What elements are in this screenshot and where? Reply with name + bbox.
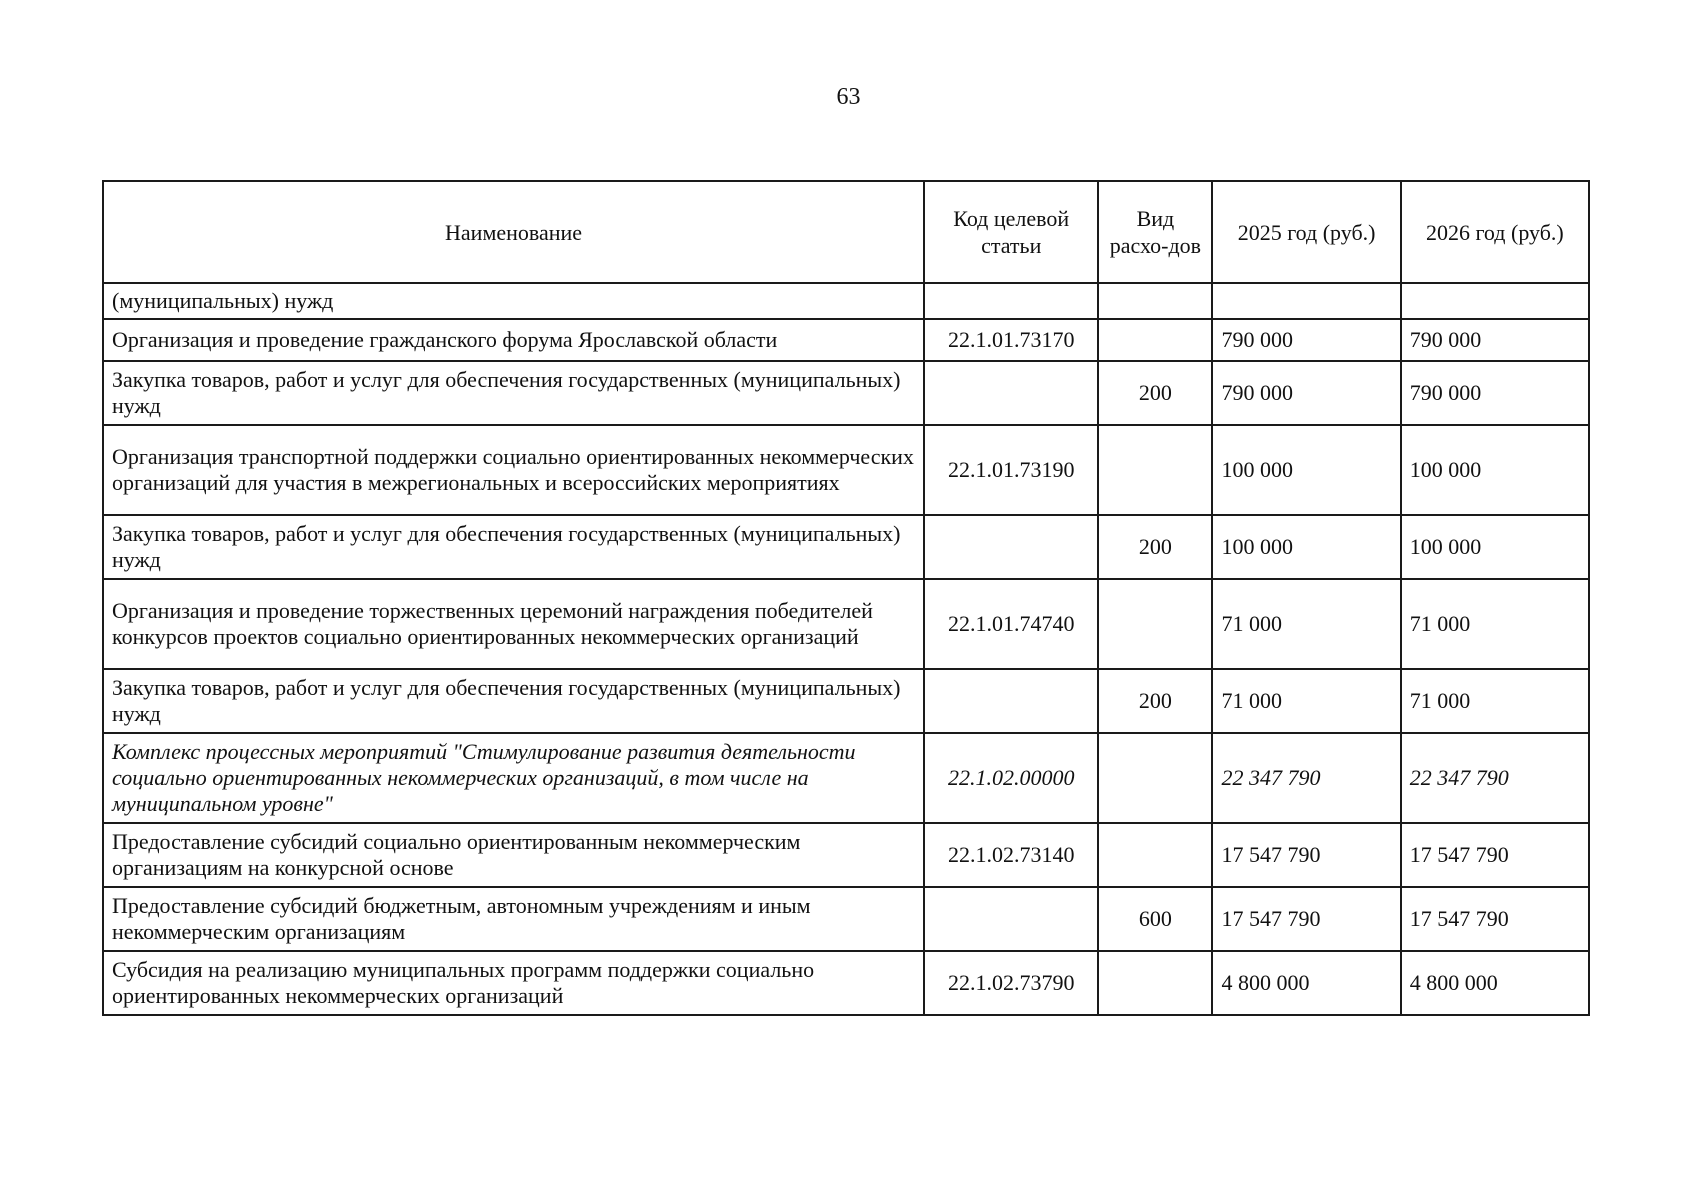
- cell-target-code: [924, 361, 1098, 425]
- cell-amount-2025: 17 547 790: [1212, 823, 1400, 887]
- cell-name: Организация транспортной поддержки социально ориентированных некоммерческих организаций для участия в межрегиональных и всероссийских мероприятиях: [103, 425, 924, 515]
- cell-amount-2026: 790 000: [1401, 361, 1589, 425]
- cell-amount-2026: 17 547 790: [1401, 887, 1589, 951]
- cell-target-code: 22.1.02.00000: [924, 733, 1098, 823]
- cell-amount-2025: 100 000: [1212, 515, 1400, 579]
- cell-target-code: [924, 515, 1098, 579]
- table-row: [103, 887, 1589, 951]
- cell-target-code: 22.1.01.73190: [924, 425, 1098, 515]
- table-row: [103, 579, 1589, 669]
- cell-amount-2026: 100 000: [1401, 515, 1589, 579]
- table-row: [103, 823, 1589, 887]
- cell-name: Предоставление субсидий бюджетным, автономным учреждениям и иным некоммерческим организациям: [103, 887, 924, 951]
- table-row: [103, 425, 1589, 515]
- cell-expense-type: 200: [1098, 669, 1212, 733]
- table-header-row: [103, 181, 1589, 283]
- table-row: [103, 951, 1589, 1015]
- cell-expense-type: [1098, 951, 1212, 1015]
- header-code: Код целевой статьи: [924, 181, 1098, 283]
- cell-name: Организация и проведение гражданского форума Ярославской области: [103, 319, 924, 361]
- page-number: 63: [836, 84, 861, 110]
- header-expense-type: Вид расхо-дов: [1098, 181, 1212, 283]
- budget-table: [102, 180, 1590, 1016]
- cell-expense-type: [1098, 425, 1212, 515]
- cell-target-code: 22.1.01.73170: [924, 319, 1098, 361]
- cell-amount-2025: 100 000: [1212, 425, 1400, 515]
- cell-target-code: [924, 887, 1098, 951]
- header-2026: 2026 год (руб.): [1401, 181, 1589, 283]
- cell-amount-2026: 790 000: [1401, 319, 1589, 361]
- cell-target-code: 22.1.01.74740: [924, 579, 1098, 669]
- cell-amount-2026: 22 347 790: [1401, 733, 1589, 823]
- cell-amount-2025: 17 547 790: [1212, 887, 1400, 951]
- table-row: [103, 733, 1589, 823]
- cell-expense-type: 200: [1098, 515, 1212, 579]
- cell-amount-2025: 71 000: [1212, 579, 1400, 669]
- cell-name: Закупка товаров, работ и услуг для обеспечения государственных (муниципальных) нужд: [103, 515, 924, 579]
- cell-expense-type: [1098, 283, 1212, 319]
- cell-expense-type: 600: [1098, 887, 1212, 951]
- cell-expense-type: [1098, 579, 1212, 669]
- cell-name: Организация и проведение торжественных церемоний награждения победителей конкурсов проектов социально ориентированных некоммерческих организаций: [103, 579, 924, 669]
- cell-amount-2025: [1212, 283, 1400, 319]
- cell-amount-2026: 4 800 000: [1401, 951, 1589, 1015]
- cell-expense-type: [1098, 733, 1212, 823]
- cell-amount-2026: 100 000: [1401, 425, 1589, 515]
- cell-target-code: [924, 669, 1098, 733]
- cell-expense-type: [1098, 319, 1212, 361]
- cell-name: Закупка товаров, работ и услуг для обеспечения государственных (муниципальных) нужд: [103, 669, 924, 733]
- cell-target-code: 22.1.02.73140: [924, 823, 1098, 887]
- cell-amount-2025: 22 347 790: [1212, 733, 1400, 823]
- cell-name: (муниципальных) нужд: [103, 283, 924, 319]
- header-name: Наименование: [103, 181, 924, 283]
- cell-amount-2025: 4 800 000: [1212, 951, 1400, 1015]
- table-row: [103, 283, 1589, 319]
- cell-name: Предоставление субсидий социально ориентированным некоммерческим организациям на конкурсной основе: [103, 823, 924, 887]
- cell-target-code: 22.1.02.73790: [924, 951, 1098, 1015]
- cell-name: Комплекс процессных мероприятий "Стимулирование развития деятельности социально ориентированных некоммерческих организаций, в том числе на муниципальном уровне": [103, 733, 924, 823]
- cell-target-code: [924, 283, 1098, 319]
- header-2025: 2025 год (руб.): [1212, 181, 1400, 283]
- table-row: [103, 361, 1589, 425]
- cell-amount-2026: 71 000: [1401, 669, 1589, 733]
- table-row: [103, 319, 1589, 361]
- cell-amount-2025: 790 000: [1212, 319, 1400, 361]
- cell-amount-2025: 71 000: [1212, 669, 1400, 733]
- cell-name: Закупка товаров, работ и услуг для обеспечения государственных (муниципальных) нужд: [103, 361, 924, 425]
- cell-amount-2026: 71 000: [1401, 579, 1589, 669]
- cell-amount-2026: 17 547 790: [1401, 823, 1589, 887]
- table-body: [103, 283, 1589, 1015]
- table-row: [103, 669, 1589, 733]
- table-row: [103, 515, 1589, 579]
- cell-amount-2026: [1401, 283, 1589, 319]
- cell-name: Субсидия на реализацию муниципальных программ поддержки социально ориентированных некоммерческих организаций: [103, 951, 924, 1015]
- cell-expense-type: [1098, 823, 1212, 887]
- cell-amount-2025: 790 000: [1212, 361, 1400, 425]
- cell-expense-type: 200: [1098, 361, 1212, 425]
